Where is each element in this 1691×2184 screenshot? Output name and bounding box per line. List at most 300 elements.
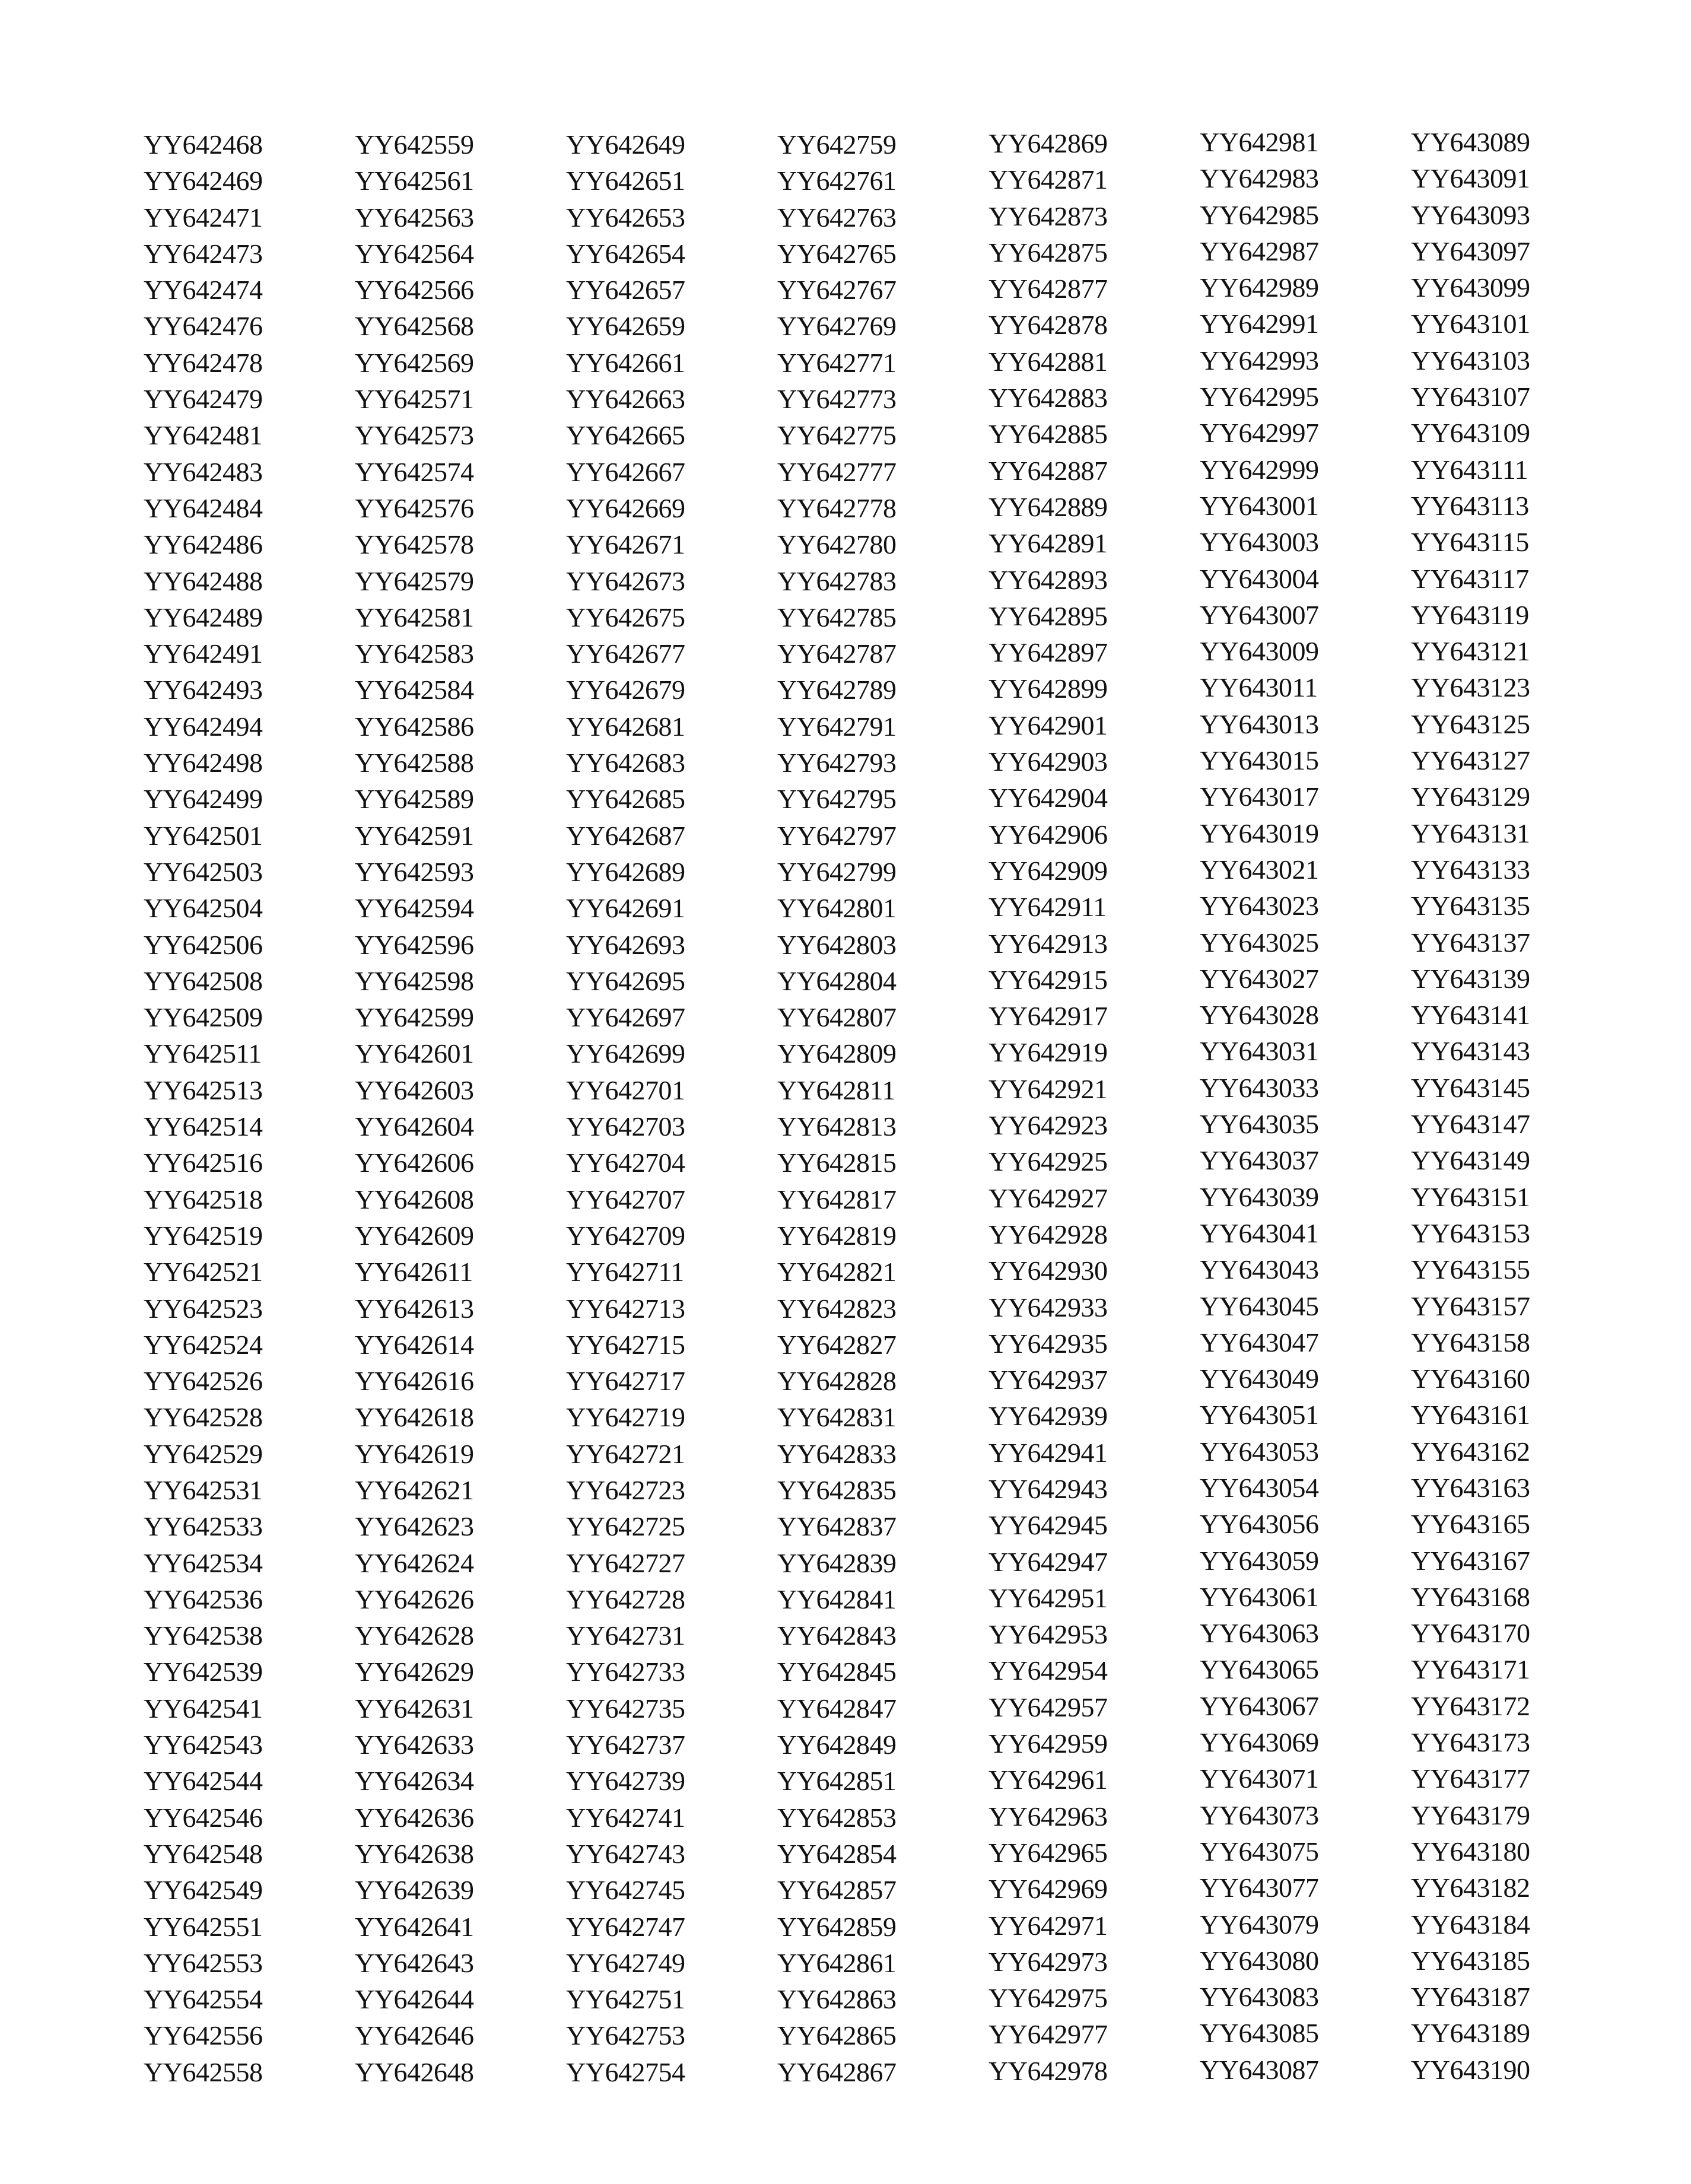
id-entry: YY642549 [144,1875,263,1906]
id-entry: YY642999 [1200,454,1319,485]
id-entry: YY642927 [988,1182,1108,1213]
id-entry: YY642626 [355,1584,474,1614]
id-entry: YY643173 [1411,1727,1530,1758]
id-entry: YY642498 [144,748,263,778]
id-entry: YY642526 [144,1366,263,1397]
id-entry: YY642875 [988,237,1108,268]
id-entry: YY642503 [144,856,263,887]
id-column-6 [1200,124,1401,2088]
id-entry: YY642827 [777,1329,897,1360]
id-entry: YY642991 [1200,309,1319,339]
id-entry: YY642947 [988,1546,1108,1577]
id-entry: YY642759 [777,129,897,160]
id-entry: YY642619 [355,1438,474,1469]
id-entry: YY642813 [777,1111,897,1142]
id-entry: YY643117 [1411,563,1529,594]
id-entry: YY643147 [1411,1109,1530,1140]
id-entry: YY642504 [144,893,263,924]
id-entry: YY642797 [777,820,897,851]
id-entry: YY642546 [144,1802,263,1833]
id-entry: YY642877 [988,274,1108,304]
id-entry: YY643059 [1200,1545,1319,1576]
id-entry: YY642568 [355,311,474,342]
id-entry: YY643185 [1411,1945,1530,1976]
id-entry: YY642629 [355,1657,474,1687]
id-entry: YY643013 [1200,708,1319,739]
id-entry: YY643039 [1200,1181,1319,1212]
id-entry: YY642981 [1200,127,1319,157]
id-entry: YY642509 [144,1002,263,1033]
id-entry: YY642754 [566,2056,685,2087]
id-entry: YY642809 [777,1038,897,1069]
id-entry: YY642476 [144,311,263,342]
id-entry: YY642783 [777,565,897,596]
id-entry: YY642531 [144,1474,263,1505]
id-entry: YY642889 [988,491,1108,522]
id-entry: YY642593 [355,856,474,887]
id-entry: YY642839 [777,1547,897,1578]
id-entry: YY643179 [1411,1800,1530,1830]
id-entry: YY642633 [355,1730,474,1760]
id-entry: YY642596 [355,929,474,960]
id-entry: YY643155 [1411,1254,1530,1285]
id-entry: YY642817 [777,1184,897,1215]
id-entry: YY642663 [566,384,685,415]
id-entry: YY643167 [1411,1545,1530,1576]
id-entry: YY643063 [1200,1618,1319,1649]
id-entry: YY642539 [144,1657,263,1687]
id-entry: YY642707 [566,1184,685,1215]
id-entry: YY642687 [566,820,685,851]
id-entry: YY642638 [355,1838,474,1869]
id-column-4 [777,126,979,2090]
id-entry: YY642823 [777,1293,897,1324]
id-column-1 [144,126,345,2090]
id-entry: YY642743 [566,1838,685,1869]
id-entry: YY642741 [566,1802,685,1833]
id-entry: YY642773 [777,384,897,415]
id-entry: YY642853 [777,1802,897,1833]
id-entry: YY642849 [777,1730,897,1760]
id-entry: YY643127 [1411,745,1530,776]
id-entry: YY642579 [355,565,474,596]
id-entry: YY642665 [566,420,685,451]
id-entry: YY642659 [566,311,685,342]
id-entry: YY642499 [144,784,263,815]
id-entry: YY642854 [777,1838,897,1869]
id-entry: YY642845 [777,1657,897,1687]
id-entry: YY642493 [144,675,263,705]
id-entry: YY642681 [566,711,685,742]
id-entry: YY642588 [355,748,474,778]
id-entry: YY642727 [566,1547,685,1578]
id-entry: YY642701 [566,1074,685,1105]
id-entry: YY642657 [566,275,685,306]
id-entry: YY643165 [1411,1509,1530,1540]
id-entry: YY642904 [988,783,1108,813]
id-entry: YY643053 [1200,1436,1319,1467]
id-entry: YY642745 [566,1875,685,1906]
id-entry: YY642711 [566,1257,684,1287]
id-entry: YY642709 [566,1220,685,1251]
id-entry: YY642941 [988,1437,1108,1468]
id-entry: YY642901 [988,710,1108,740]
id-entry: YY643143 [1411,1036,1530,1067]
id-entry: YY643162 [1411,1436,1530,1467]
id-entry: YY643123 [1411,672,1530,703]
id-entry: YY642697 [566,1002,685,1033]
id-entry: YY642977 [988,2019,1108,2050]
id-entry: YY642891 [988,528,1108,559]
id-entry: YY643089 [1411,127,1530,157]
id-entry: YY642643 [355,1947,474,1978]
id-entry: YY643061 [1200,1581,1319,1612]
id-entry: YY642578 [355,529,474,560]
id-entry: YY643115 [1411,527,1529,558]
id-entry: YY642611 [355,1257,473,1287]
id-entry: YY643141 [1411,1000,1530,1031]
id-entry: YY643043 [1200,1254,1319,1285]
id-entry: YY642780 [777,529,897,560]
id-entry: YY642613 [355,1293,474,1324]
id-entry: YY642604 [355,1111,474,1142]
id-entry: YY642573 [355,420,474,451]
id-entry: YY642778 [777,492,897,523]
id-entry: YY643149 [1411,1145,1530,1176]
id-entry: YY642917 [988,1001,1108,1032]
id-entry: YY642491 [144,638,263,669]
id-entry: YY642601 [355,1038,474,1069]
id-entry: YY642566 [355,275,474,306]
id-entry: YY643172 [1411,1690,1530,1721]
id-entry: YY643028 [1200,1000,1319,1031]
id-entry: YY642508 [144,965,263,996]
id-entry: YY642928 [988,1219,1108,1250]
id-entry: YY642639 [355,1875,474,1906]
id-entry: YY642521 [144,1257,263,1287]
id-entry: YY643180 [1411,1836,1530,1867]
id-entry: YY642945 [988,1510,1108,1541]
id-entry: YY642544 [144,1766,263,1797]
id-entry: YY642569 [355,347,474,378]
id-entry: YY642543 [144,1730,263,1760]
id-entry: YY642693 [566,929,685,960]
id-entry: YY642689 [566,856,685,887]
id-entry: YY642969 [988,1874,1108,1905]
id-entry: YY642763 [777,202,897,233]
id-entry: YY643093 [1411,199,1530,230]
id-entry: YY642715 [566,1329,685,1360]
id-entry: YY642885 [988,419,1108,450]
id-entry: YY642863 [777,1984,897,2015]
id-entry: YY642616 [355,1366,474,1397]
id-entry: YY643103 [1411,345,1530,376]
id-entry: YY643091 [1411,163,1530,194]
id-entry: YY643087 [1200,2054,1319,2085]
id-entry: YY642704 [566,1147,685,1178]
id-entry: YY642861 [777,1947,897,1978]
id-entry: YY642965 [988,1837,1108,1868]
id-entry: YY642536 [144,1584,263,1614]
id-entry: YY642478 [144,347,263,378]
id-entry: YY643190 [1411,2054,1530,2085]
id-entry: YY642599 [355,1002,474,1033]
id-entry: YY642675 [566,602,685,632]
id-entry: YY642551 [144,1911,263,1942]
id-entry: YY642648 [355,2056,474,2087]
id-entry: YY643079 [1200,1909,1319,1940]
id-entry: YY642747 [566,1911,685,1942]
id-entry: YY642973 [988,1946,1108,1977]
id-entry: YY643011 [1200,672,1318,703]
id-entry: YY642933 [988,1292,1108,1323]
id-entry: YY643170 [1411,1618,1530,1649]
id-entry: YY642518 [144,1184,263,1215]
id-entry: YY643054 [1200,1472,1319,1503]
id-entry: YY642989 [1200,272,1319,303]
id-entry: YY642631 [355,1693,474,1724]
id-entry: YY642995 [1200,382,1319,412]
id-entry: YY642649 [566,129,685,160]
id-entry: YY642516 [144,1147,263,1178]
id-entry: YY642646 [355,2020,474,2051]
id-entry: YY642847 [777,1693,897,1724]
id-entry: YY643187 [1411,1982,1530,2013]
id-entry: YY642486 [144,529,263,560]
id-entry: YY642795 [777,784,897,815]
id-entry: YY642871 [988,164,1108,195]
id-entry: YY642828 [777,1366,897,1397]
id-entry: YY642524 [144,1329,263,1360]
id-entry: YY642533 [144,1511,263,1542]
id-entry: YY642883 [988,383,1108,414]
id-entry: YY642831 [777,1402,897,1433]
id-entry: YY642541 [144,1693,263,1724]
id-entry: YY642563 [355,202,474,233]
id-entry: YY642913 [988,928,1108,959]
id-entry: YY642519 [144,1220,263,1251]
id-entry: YY643037 [1200,1145,1319,1176]
id-entry: YY643135 [1411,891,1530,921]
id-entry: YY642985 [1200,199,1319,230]
id-entry: YY642878 [988,310,1108,341]
id-entry: YY642501 [144,820,263,851]
id-entry: YY642819 [777,1220,897,1251]
id-entry: YY643131 [1411,818,1530,848]
id-entry: YY642641 [355,1911,474,1942]
id-entry: YY642669 [566,492,685,523]
id-entry: YY642538 [144,1620,263,1651]
id-entry: YY642548 [144,1838,263,1869]
id-entry: YY643101 [1411,309,1530,339]
id-entry: YY642919 [988,1037,1108,1068]
id-entry: YY643003 [1200,527,1319,558]
id-entry: YY642561 [355,166,474,196]
id-entry: YY643073 [1200,1800,1319,1830]
id-entry: YY642767 [777,275,897,306]
id-entry: YY643075 [1200,1836,1319,1867]
id-entry: YY643129 [1411,781,1530,812]
id-entry: YY642935 [988,1328,1108,1359]
id-column-7 [1411,124,1613,2088]
id-entry: YY642513 [144,1074,263,1105]
id-entry: YY643158 [1411,1327,1530,1358]
id-entry: YY642867 [777,2056,897,2087]
id-entry: YY643067 [1200,1690,1319,1721]
id-entry: YY642618 [355,1402,474,1433]
id-entry: YY642961 [988,1765,1108,1795]
id-entry: YY642621 [355,1474,474,1505]
id-entry: YY643168 [1411,1581,1530,1612]
id-entry: YY642821 [777,1257,897,1287]
id-entry: YY642636 [355,1802,474,1833]
id-entry: YY642987 [1200,236,1319,266]
id-entry: YY642634 [355,1766,474,1797]
id-entry: YY642915 [988,964,1108,995]
id-entry: YY642835 [777,1474,897,1505]
id-entry: YY643157 [1411,1290,1530,1321]
id-entry: YY643163 [1411,1472,1530,1503]
id-entry: YY642723 [566,1474,685,1505]
id-entry: YY642534 [144,1547,263,1578]
id-entry: YY642765 [777,238,897,269]
id-entry: YY642717 [566,1366,685,1397]
id-entry: YY642851 [777,1766,897,1797]
id-entry: YY642801 [777,893,897,924]
id-entry: YY642769 [777,311,897,342]
id-entry: YY642721 [566,1438,685,1469]
id-entry: YY643145 [1411,1072,1530,1103]
id-entry: YY642528 [144,1402,263,1433]
id-entry: YY643049 [1200,1363,1319,1394]
id-entry: YY642793 [777,748,897,778]
id-entry: YY642481 [144,420,263,451]
id-entry: YY642514 [144,1111,263,1142]
id-entry: YY643004 [1200,563,1319,594]
id-entry: YY642653 [566,202,685,233]
id-entry: YY643027 [1200,963,1319,994]
id-entry: YY642594 [355,893,474,924]
id-entry: YY642529 [144,1438,263,1469]
id-entry: YY642815 [777,1147,897,1178]
id-entry: YY642873 [988,201,1108,231]
id-entry: YY642468 [144,129,263,160]
id-entry: YY643025 [1200,927,1319,958]
id-entry: YY642576 [355,492,474,523]
id-entry: YY642957 [988,1692,1108,1722]
id-entry: YY643041 [1200,1217,1319,1248]
id-entry: YY642667 [566,456,685,487]
id-entry: YY642473 [144,238,263,269]
id-entry: YY643001 [1200,490,1319,521]
id-entry: YY642975 [988,1983,1108,2014]
id-entry: YY642489 [144,602,263,632]
id-entry: YY642559 [355,129,474,160]
id-entry: YY643051 [1200,1400,1319,1430]
id-entry: YY642978 [988,2055,1108,2086]
id-entry: YY642887 [988,455,1108,486]
id-entry: YY642833 [777,1438,897,1469]
id-entry: YY642837 [777,1511,897,1542]
id-entry: YY642523 [144,1293,263,1324]
id-entry: YY642937 [988,1365,1108,1395]
id-entry: YY642906 [988,819,1108,850]
id-entry: YY643177 [1411,1763,1530,1794]
id-entry: YY642581 [355,602,474,632]
id-entry: YY642869 [988,128,1108,158]
id-entry: YY642921 [988,1073,1108,1104]
id-entry: YY642556 [144,2020,263,2051]
id-entry: YY642997 [1200,418,1319,449]
id-entry: YY642488 [144,565,263,596]
id-entry: YY642787 [777,638,897,669]
id-entry: YY642753 [566,2020,685,2051]
id-entry: YY642598 [355,965,474,996]
id-entry: YY642661 [566,347,685,378]
id-entry: YY643182 [1411,1873,1530,1903]
id-entry: YY642628 [355,1620,474,1651]
id-entry: YY642608 [355,1184,474,1215]
id-entry: YY643107 [1411,382,1530,412]
id-entry: YY642843 [777,1620,897,1651]
id-entry: YY643160 [1411,1363,1530,1394]
id-entry: YY642895 [988,600,1108,631]
id-entry: YY643133 [1411,854,1530,885]
id-entry: YY642775 [777,420,897,451]
id-entry: YY642609 [355,1220,474,1251]
id-entry: YY642554 [144,1984,263,2015]
id-entry: YY643047 [1200,1327,1319,1358]
id-entry: YY642859 [777,1911,897,1942]
id-entry: YY643085 [1200,2018,1319,2049]
id-entry: YY642483 [144,456,263,487]
id-column-2 [355,126,557,2090]
id-entry: YY642558 [144,2056,263,2087]
id-column-3 [566,126,768,2090]
id-entry: YY642911 [988,892,1107,923]
id-entry: YY642777 [777,456,897,487]
id-entry: YY643007 [1200,599,1319,630]
id-entry: YY643111 [1411,454,1528,485]
id-entry: YY642511 [144,1038,262,1069]
id-entry: YY642897 [988,637,1108,668]
id-entry: YY643083 [1200,1982,1319,2013]
id-entry: YY642651 [566,166,685,196]
id-entry: YY643031 [1200,1036,1319,1067]
id-entry: YY642591 [355,820,474,851]
id-entry: YY642909 [988,855,1108,886]
id-entry: YY642673 [566,565,685,596]
id-entry: YY642606 [355,1147,474,1178]
id-entry: YY643119 [1411,599,1529,630]
id-entry: YY643121 [1411,636,1530,667]
id-entry: YY642589 [355,784,474,815]
id-entry: YY642930 [988,1255,1108,1286]
id-entry: YY642677 [566,638,685,669]
id-entry: YY642971 [988,1910,1108,1941]
id-entry: YY643113 [1411,490,1529,521]
id-entry: YY642739 [566,1766,685,1797]
id-entry: YY642725 [566,1511,685,1542]
id-entry: YY642644 [355,1984,474,2015]
id-entry: YY642761 [777,166,897,196]
id-entry: YY642683 [566,748,685,778]
id-entry: YY642737 [566,1730,685,1760]
id-entry: YY643153 [1411,1217,1530,1248]
id-entry: YY642695 [566,965,685,996]
id-entry: YY642564 [355,238,474,269]
id-entry: YY642865 [777,2020,897,2051]
